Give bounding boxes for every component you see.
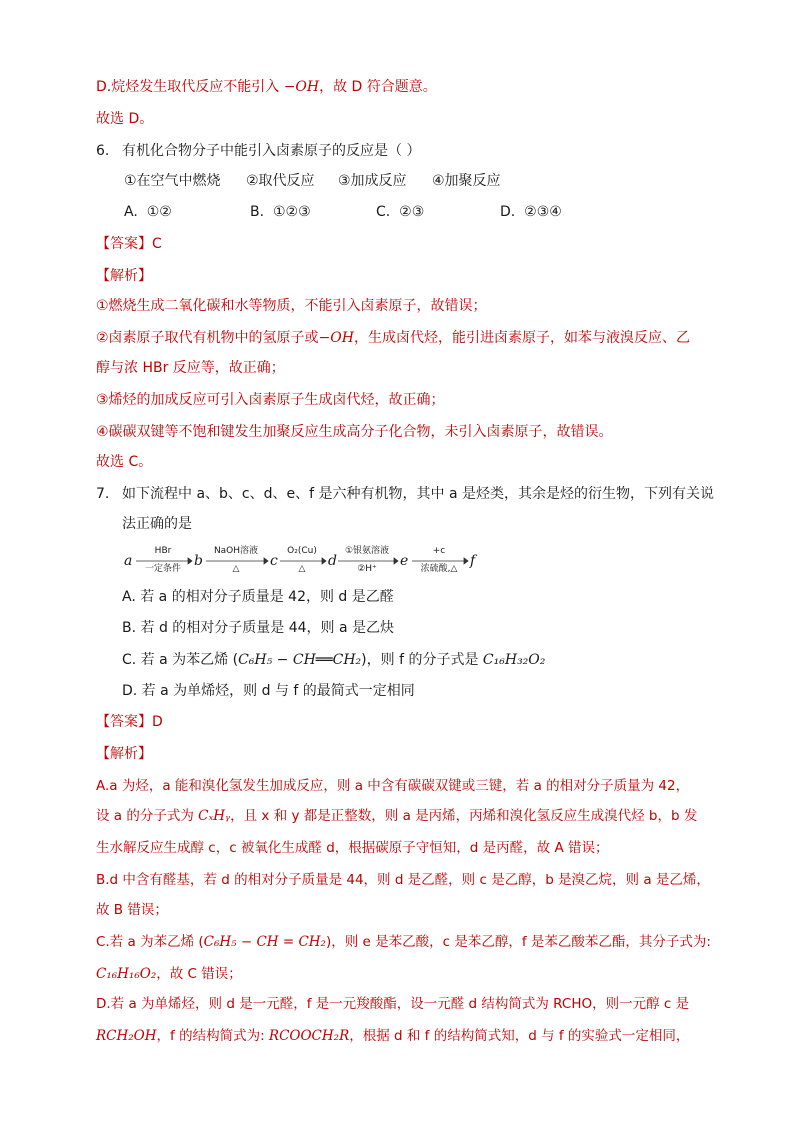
- chain-arrows: [122, 544, 482, 578]
- q7-analysis-title: 【解析】: [96, 746, 152, 762]
- q6-option-c: C. ②③: [376, 204, 425, 220]
- q6-stem: 6. 有机化合物分子中能引入卤素原子的反应是（ ）: [96, 143, 421, 159]
- arrow-3-bottom: △: [298, 564, 306, 574]
- q7-analysis-line-8: D.若 a 为单烯烃，则 d 是一元醛，f 是一元羧酸酯，设一元醛 d 结构简式为 RCHO，则一元醇 c 是: [96, 996, 690, 1012]
- arrow-5-bottom: 浓硫酸,△: [420, 564, 458, 574]
- q6-option-a: A. ①②: [124, 204, 172, 220]
- q6-analysis-line-3: 醇与浓 HBr 反应等，故正确；: [96, 360, 285, 376]
- arrow-2-head: [264, 558, 268, 564]
- arrow-1-top: HBr: [154, 546, 172, 556]
- q6-item-1: ①在空气中燃烧: [124, 173, 221, 189]
- q7-option-c: C. 若 a 为苯乙烯 (C₆H₅ − CH══CH₂)，则 f 的分子式是 C₁₆H₃₂O₂: [122, 652, 546, 668]
- q7-analysis-line-2: 设 a 的分子式为 CₓHᵧ，且 x 和 y 都是正整数，则 a 是丙烯，丙烯和溴化氢反应生成溴代烃 b，b 发: [96, 808, 698, 824]
- q7-analysis-line-3: 生水解反应生成醇 c，c 被氧化生成醛 d，根据碳原子守恒知，d 是丙醛，故 A 错误；: [96, 840, 609, 856]
- reaction-chain: [122, 544, 482, 578]
- q6-item-3: ③加成反应: [338, 173, 407, 189]
- q6-analysis-line-1: ①燃烧生成二氧化碳和水等物质，不能引入卤素原子，故错误；: [96, 298, 487, 314]
- prev-choice: 故选 D。: [96, 111, 154, 127]
- chain-letter-a: a: [124, 553, 133, 569]
- chain-letter-b: b: [194, 553, 203, 569]
- q7-analysis-line-6: C.若 a 为苯乙烯 (C₆H₅ − CH = CH₂)，则 e 是苯乙酸，c 是苯乙醇，f 是苯乙酸苯乙酯，其分子式为:: [96, 934, 711, 950]
- arrow-3-head: [322, 558, 326, 564]
- arrow-4-bottom: ②H⁺: [357, 564, 377, 574]
- arrow-5-head: [464, 558, 468, 564]
- chain-letter-c: c: [270, 553, 278, 569]
- arrow-1-head: [188, 558, 192, 564]
- chain-letter-d: d: [328, 553, 337, 569]
- q7-option-d: D. 若 a 为单烯烃，则 d 与 f 的最简式一定相同: [122, 683, 415, 699]
- q6-item-2: ②取代反应: [246, 173, 315, 189]
- q7-analysis-line-9: RCH₂OH，f 的结构简式为: RCOOCH₂R，根据 d 和 f 的结构简式知，d 与 f 的实验式一定相同，: [96, 1028, 690, 1044]
- q7-analysis-line-1: A.a 为烃，a 能和溴化氢发生加成反应，则 a 中含有碳碳双键或三键，若 a 的相对分子质量为 42，: [96, 778, 690, 794]
- q6-analysis-line-5: ④碳碳双键等不饱和键发生加聚反应生成高分子化合物，未引入卤素原子，故错误。: [96, 424, 613, 440]
- q7-analysis-line-5: 故 B 错误；: [96, 902, 168, 918]
- q6-analysis-line-6: 故选 C。: [96, 454, 153, 470]
- q6-analysis-title: 【解析】: [96, 268, 152, 284]
- prev-d-line: D.烷烃发生取代反应不能引入 −OH，故 D 符合题意。: [96, 79, 437, 95]
- q7-answer: 【答案】D: [96, 714, 163, 730]
- arrow-1-bottom: 一定条件: [144, 564, 181, 574]
- arrow-4-top: ①银氨溶液: [344, 546, 390, 556]
- chain-letter-f: f: [470, 553, 476, 569]
- arrow-2-bottom: △: [232, 564, 240, 574]
- q7-stem-1: 7. 如下流程中 a、b、c、d、e、f 是六种有机物，其中 a 是烃类，其余是烃的衍生物，下列有关说: [96, 486, 714, 502]
- q6-option-d: D. ②③④: [500, 204, 562, 220]
- q7-option-a: A. 若 a 的相对分子质量是 42，则 d 是乙醛: [122, 589, 394, 605]
- chain-letter-e: e: [400, 553, 409, 569]
- q6-option-b: B. ①②③: [250, 204, 311, 220]
- q7-stem-2: 法正确的是: [122, 516, 192, 532]
- arrow-3-top: O₂(Cu): [287, 546, 317, 556]
- q6-analysis-line-4: ③烯烃的加成反应可引入卤素原子生成卤代烃，故正确；: [96, 392, 445, 408]
- q6-item-4: ④加聚反应: [432, 173, 501, 189]
- arrow-4-head: [394, 558, 398, 564]
- q7-option-b: B. 若 d 的相对分子质量是 44，则 a 是乙炔: [122, 620, 395, 636]
- q6-answer: 【答案】C: [96, 236, 162, 252]
- q7-analysis-line-7: C₁₆H₁₆O₂，故 C 错误；: [96, 966, 242, 982]
- arrow-2-top: NaOH溶液: [213, 546, 259, 556]
- q7-analysis-line-4: B.d 中含有醛基，若 d 的相对分子质量是 44，则 d 是乙醛，则 c 是乙醇，b 是溴乙烷，则 a 是乙烯，: [96, 872, 710, 888]
- arrow-5-top: +c: [432, 546, 446, 556]
- q6-analysis-line-2: ②卤素原子取代有机物中的氢原子或−OH，生成卤代烃，能引进卤素原子，如苯与液溴反应、乙: [96, 330, 690, 346]
